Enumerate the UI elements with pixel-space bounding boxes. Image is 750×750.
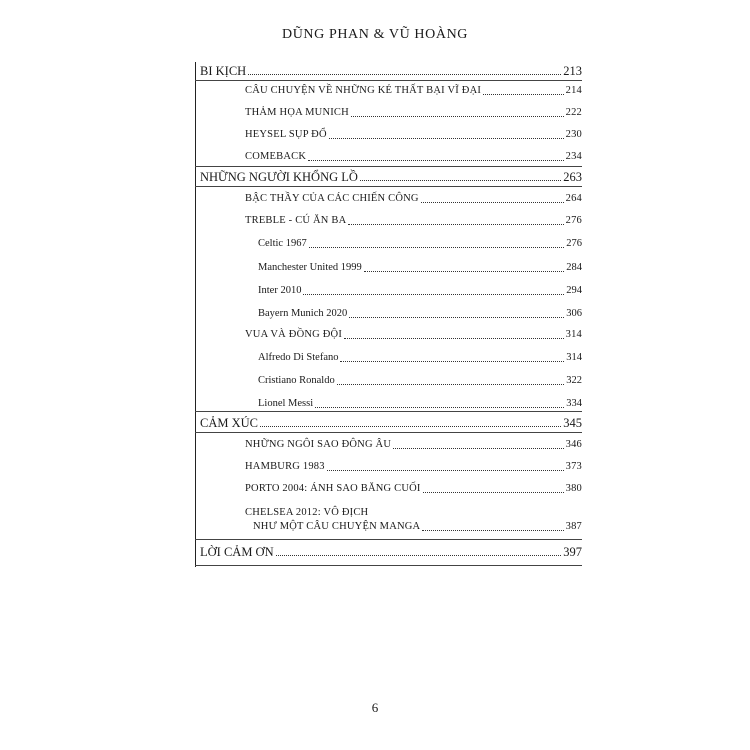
- toc-entry-page: 230: [565, 129, 582, 140]
- toc-entry-label: VUA VÀ ĐỒNG ĐỘI: [245, 329, 343, 340]
- toc-entry-label: TREBLE - CÚ ĂN BA: [245, 215, 347, 226]
- toc-entry-label: [245, 506, 420, 534]
- toc-entry-part[interactable]: [200, 166, 582, 184]
- toc-entry-page: 264: [565, 193, 582, 204]
- toc-entry-page: 294: [566, 285, 582, 296]
- toc-entry-chapter[interactable]: [245, 80, 582, 98]
- toc-entry-page: 263: [563, 170, 582, 184]
- toc-entry-label: CÂU CHUYỆN VỀ NHỮNG KẺ THẤT BẠI VĨ ĐẠI: [245, 85, 482, 96]
- page-number: 6: [371, 700, 379, 715]
- dot-leader: [315, 407, 564, 408]
- toc-entry-label: HEYSEL SỤP ĐỔ: [245, 129, 327, 140]
- toc-entry-label: BẬC THẦY CỦA CÁC CHIẾN CÔNG: [245, 193, 419, 204]
- dot-leader: [423, 492, 564, 493]
- toc-entry-page: 306: [566, 308, 582, 319]
- dot-leader: [309, 247, 565, 248]
- toc-entry-label: HAMBURG 1983: [245, 461, 325, 472]
- dot-leader: [344, 338, 564, 339]
- section-rule: [195, 539, 582, 540]
- toc-entry-label: Manchester United 1999: [258, 262, 362, 273]
- toc-entry-chapter[interactable]: [245, 146, 582, 164]
- toc-entry-page: 214: [565, 85, 582, 96]
- toc-entry-label: CẢM XÚC: [200, 416, 258, 430]
- toc-entry-label: Cristiano Ronaldo: [258, 375, 335, 386]
- dot-leader: [337, 384, 565, 385]
- toc-entry-page: 397: [563, 545, 582, 559]
- section-rule: [195, 432, 582, 433]
- dot-leader: [260, 426, 561, 427]
- toc-entry-section[interactable]: [258, 370, 582, 388]
- toc-entry-label-line1: CHELSEA 2012: VÔ ĐỊCH: [245, 507, 369, 518]
- toc-entry-label: BI KỊCH: [200, 64, 247, 78]
- toc-entry-section[interactable]: [258, 347, 582, 365]
- dot-leader: [276, 555, 562, 556]
- toc-entry-label: THẢM HỌA MUNICH: [245, 107, 349, 118]
- toc-entry-label: Lionel Messi: [258, 398, 314, 409]
- toc-entry-page: 314: [565, 329, 582, 340]
- dot-leader: [303, 294, 564, 295]
- dot-leader: [483, 94, 564, 95]
- toc-entry-page: 373: [565, 461, 582, 472]
- toc-entry-page: 276: [565, 215, 582, 226]
- toc-entry-chapter[interactable]: [245, 188, 582, 206]
- toc-entry-label: NHỮNG NGÔI SAO ĐÔNG ÂU: [245, 439, 392, 450]
- dot-leader: [422, 530, 563, 531]
- dot-leader: [329, 138, 564, 139]
- toc-entry-label: LỜI CẢM ƠN: [200, 545, 274, 559]
- toc-entry-page: 334: [566, 398, 582, 409]
- toc-entry-chapter[interactable]: [245, 210, 582, 228]
- toc-entry-label: Bayern Munich 2020: [258, 308, 348, 319]
- toc-entry-page: 276: [566, 238, 582, 249]
- dot-leader: [351, 116, 564, 117]
- toc-entry-chapter[interactable]: [245, 102, 582, 120]
- toc-entry-label: NHỮNG NGƯỜI KHỔNG LỒ: [200, 170, 358, 184]
- toc-entry-chapter[interactable]: [245, 500, 582, 534]
- toc-entry-page: 345: [563, 416, 582, 430]
- toc-entry-page: 284: [566, 262, 582, 273]
- toc-entry-page: 314: [566, 352, 582, 363]
- toc-entry-section[interactable]: [258, 233, 582, 251]
- toc-entry-page: 380: [565, 483, 582, 494]
- toc-entry-part[interactable]: [200, 541, 582, 559]
- dot-leader: [248, 74, 561, 75]
- toc-entry-chapter[interactable]: [245, 324, 582, 342]
- toc-entry-label: Celtic 1967: [258, 238, 307, 249]
- toc-entry-section[interactable]: [258, 257, 582, 275]
- toc-entry-chapter[interactable]: [245, 434, 582, 452]
- toc-entry-label: Inter 2010: [258, 285, 302, 296]
- dot-leader: [393, 448, 564, 449]
- toc-entry-part[interactable]: [200, 412, 582, 430]
- dot-leader: [364, 271, 564, 272]
- toc-entry-page: 234: [565, 151, 582, 162]
- toc-entry-chapter[interactable]: [245, 478, 582, 496]
- dot-leader: [340, 361, 564, 362]
- running-header: DŨNG PHAN & VŨ HOÀNG: [282, 27, 468, 42]
- toc-entry-page: 222: [565, 107, 582, 118]
- section-rule: [195, 565, 582, 566]
- toc-entry-label: PORTO 2004: ÁNH SAO BĂNG CUỐI: [245, 483, 421, 494]
- dot-leader: [360, 180, 561, 181]
- dot-leader: [421, 202, 564, 203]
- toc-entry-label: Alfredo Di Stefano: [258, 352, 339, 363]
- dot-leader: [348, 224, 563, 225]
- toc-entry-section[interactable]: [258, 393, 582, 411]
- toc-entry-page: 322: [566, 375, 582, 386]
- section-rule: [195, 186, 582, 187]
- toc-entry-page: 387: [565, 521, 582, 532]
- dot-leader: [308, 160, 564, 161]
- dot-leader: [327, 470, 564, 471]
- toc-entry-part[interactable]: [200, 60, 582, 78]
- toc-entry-label: COMEBACK: [245, 151, 307, 162]
- dot-leader: [349, 317, 564, 318]
- toc-entry-page: 213: [563, 64, 582, 78]
- toc-entry-chapter[interactable]: [245, 124, 582, 142]
- toc-entry-chapter[interactable]: [245, 456, 582, 474]
- toc-entry-page: 346: [565, 439, 582, 450]
- toc-entry-label-line2: NHƯ MỘT CÂU CHUYỆN MANGA: [253, 521, 421, 532]
- toc-entry-section[interactable]: [258, 303, 582, 321]
- toc-entry-section[interactable]: [258, 280, 582, 298]
